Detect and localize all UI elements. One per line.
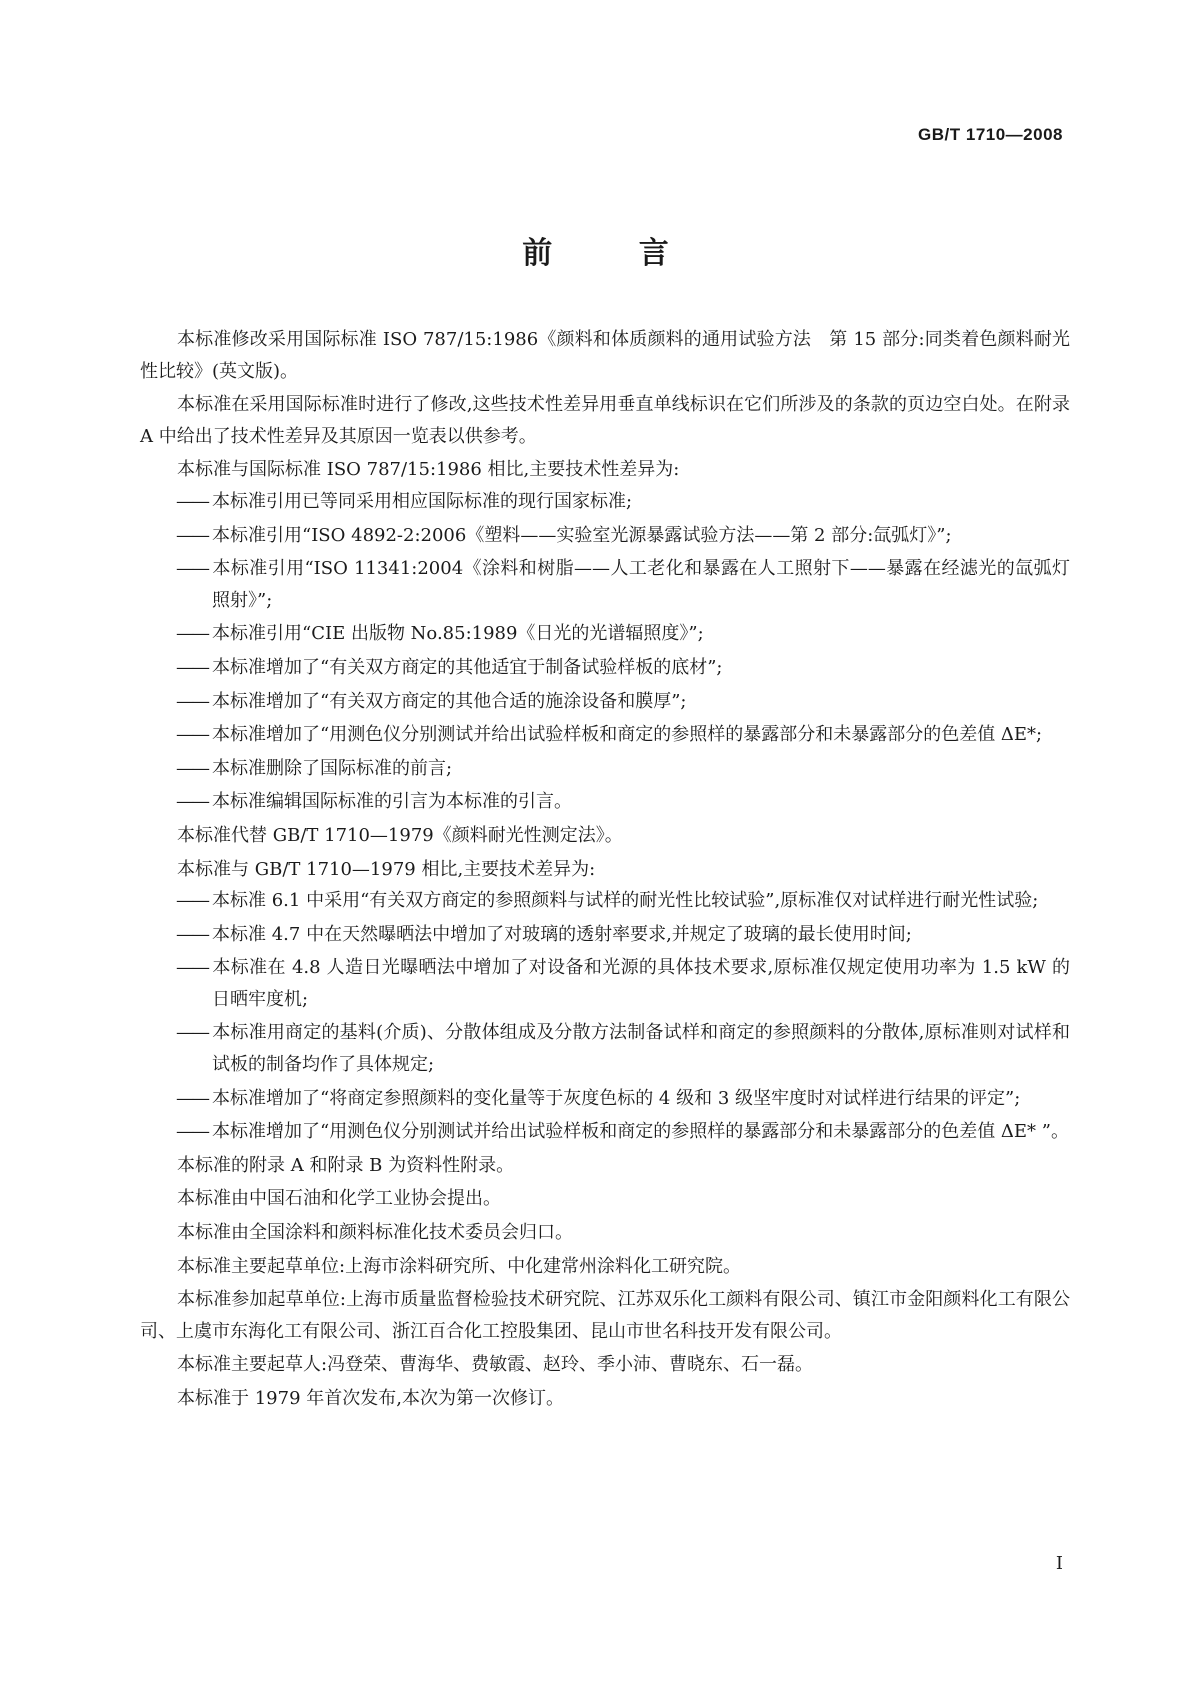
paragraph [140,324,1070,387]
paragraph-text: 本标准增加了“用测色仪分别测试并给出试验样板和商定的参照样的暴露部分和未暴露部分的色差值 ΔE* ”。 [212,1121,1069,1143]
dash-marker: —— [176,757,208,779]
paragraph-text: 本标准引用“ISO 4892-2:2006《塑料——实验室光源暴露试验方法——第 2 部分:氙弧灯》”; [212,524,952,546]
dash-list-item [140,786,1070,818]
dash-marker: —— [176,724,208,746]
dash-marker: —— [176,656,208,678]
standard-code: GB/T 1710—2008 [918,125,1063,144]
dash-marker: —— [176,791,208,813]
dash-marker: —— [176,957,208,979]
paragraph-text: 本标准的附录 A 和附录 B 为资料性附录。 [177,1154,515,1176]
paragraph [140,1251,1070,1283]
dash-marker: —— [176,690,208,712]
paragraph [140,1284,1070,1347]
dash-marker: —— [176,1121,208,1143]
paragraph-text: 本标准增加了“用测色仪分别测试并给出试验样板和商定的参照样的暴露部分和未暴露部分的色差值 ΔE*; [212,724,1043,746]
paragraph-text: 本标准增加了“有关双方商定的其他合适的施涂设备和膜厚”; [212,690,687,712]
paragraph [140,1383,1070,1415]
paragraph-text: 本标准编辑国际标准的引言为本标准的引言。 [212,791,572,813]
paragraph-text: 本标准用商定的基料(介质)、分散体组成及分散方法制备试样和商定的参照颜料的分散体,原标准则对试样和试板的制备均作了具体规定; [212,1022,1070,1076]
dash-marker: —— [176,923,208,945]
dash-list-item [140,719,1070,751]
paragraph-text: 本标准在 4.8 人造日光曝晒法中增加了对设备和光源的具体技术要求,原标准仅规定使用功率为 1.5 kW 的日晒牢度机; [212,957,1070,1010]
paragraph-text: 本标准引用已等同采用相应国际标准的现行国家标准; [212,490,633,512]
paragraph [140,389,1070,452]
dash-marker: —— [176,558,208,580]
paragraph-text: 本标准与 GB/T 1710—1979 相比,主要技术差异为: [177,858,596,880]
paragraph [140,1150,1070,1182]
preface-body [140,322,1070,1415]
paragraph-text: 本标准与国际标准 ISO 787/15:1986 相比,主要技术性差异为: [177,459,680,481]
paragraph-text: 本标准 4.7 中在天然曝晒法中增加了对玻璃的透射率要求,并规定了玻璃的最长使用时间; [212,923,912,945]
paragraph-text: 本标准由全国涂料和颜料标准化技术委员会归口。 [177,1222,573,1244]
dash-marker: —— [176,1087,208,1109]
dash-list-item [140,919,1070,951]
dash-marker: —— [176,1022,208,1044]
paragraph [140,820,1070,852]
dash-list-item [140,686,1070,718]
paragraph-text: 本标准修改采用国际标准 ISO 787/15:1986《颜料和体质颜料的通用试验方法 第 15 部分:同类着色颜料耐光性比较》(英文版)。 [140,329,1070,382]
dash-list-item [140,1116,1070,1148]
paragraph-text: 本标准在采用国际标准时进行了修改,这些技术性差异用垂直单线标识在它们所涉及的条款的页边空白处。在附录 A 中给出了技术性差异及其原因一览表以供参考。 [140,394,1070,447]
paragraph-text: 本标准主要起草单位:上海市涂料研究所、中化建常州涂料化工研究院。 [177,1255,742,1277]
dash-list-item [140,753,1070,785]
paragraph [140,1217,1070,1249]
dash-list-item [140,1017,1070,1080]
dash-list-item [140,885,1070,917]
dash-marker: —— [176,890,208,912]
dash-marker: —— [176,524,208,546]
dash-list-item [140,553,1070,616]
paragraph-text: 本标准 6.1 中采用“有关双方商定的参照颜料与试样的耐光性比较试验”,原标准仅对试样进行耐光性试验; [212,890,1039,912]
paragraph-text: 本标准参加起草单位:上海市质量监督检验技术研究院、江苏双乐化工颜料有限公司、镇江市金阳颜料化工有限公司、上虞市东海化工有限公司、浙江百合化工控股集团、昆山市世名科技开发有限公司。 [140,1289,1070,1342]
page-title: 前 言 [522,236,707,271]
dash-marker: —— [176,623,208,645]
paragraph-text: 本标准增加了“有关双方商定的其他适宜于制备试验样板的底材”; [212,656,723,678]
paragraph-text: 本标准代替 GB/T 1710—1979《颜料耐光性测定法》。 [177,824,623,846]
dash-marker: —— [176,490,208,512]
dash-list-item [140,618,1070,650]
paragraph [140,1183,1070,1215]
paragraph [140,1349,1070,1381]
dash-list-item [140,652,1070,684]
paragraph-text: 本标准删除了国际标准的前言; [212,757,453,779]
dash-list-item [140,952,1070,1015]
dash-list-item [140,520,1070,552]
paragraph-text: 本标准增加了“将商定参照颜料的变化量等于灰度色标的 4 级和 3 级坚牢度时对试样进行结果的评定”; [212,1087,1021,1109]
page-number: I [1055,1553,1063,1574]
dash-list-item [140,1083,1070,1115]
paragraph-text: 本标准主要起草人:冯登荣、曹海华、费敏霞、赵玲、季小沛、曹晓东、石一磊。 [177,1354,814,1376]
paragraph-text: 本标准引用“ISO 11341:2004《涂料和树脂——人工老化和暴露在人工照射下——暴露在经滤光的氙弧灯照射》”; [212,558,1070,611]
paragraph-text: 本标准由中国石油和化学工业协会提出。 [177,1188,501,1210]
paragraph [140,454,1070,486]
paragraph-text: 本标准引用“CIE 出版物 No.85:1989《日光的光谱辐照度》”; [212,623,704,645]
paragraph-text: 本标准于 1979 年首次发布,本次为第一次修订。 [177,1388,564,1409]
dash-list-item [140,486,1070,518]
paragraph [140,854,1070,886]
